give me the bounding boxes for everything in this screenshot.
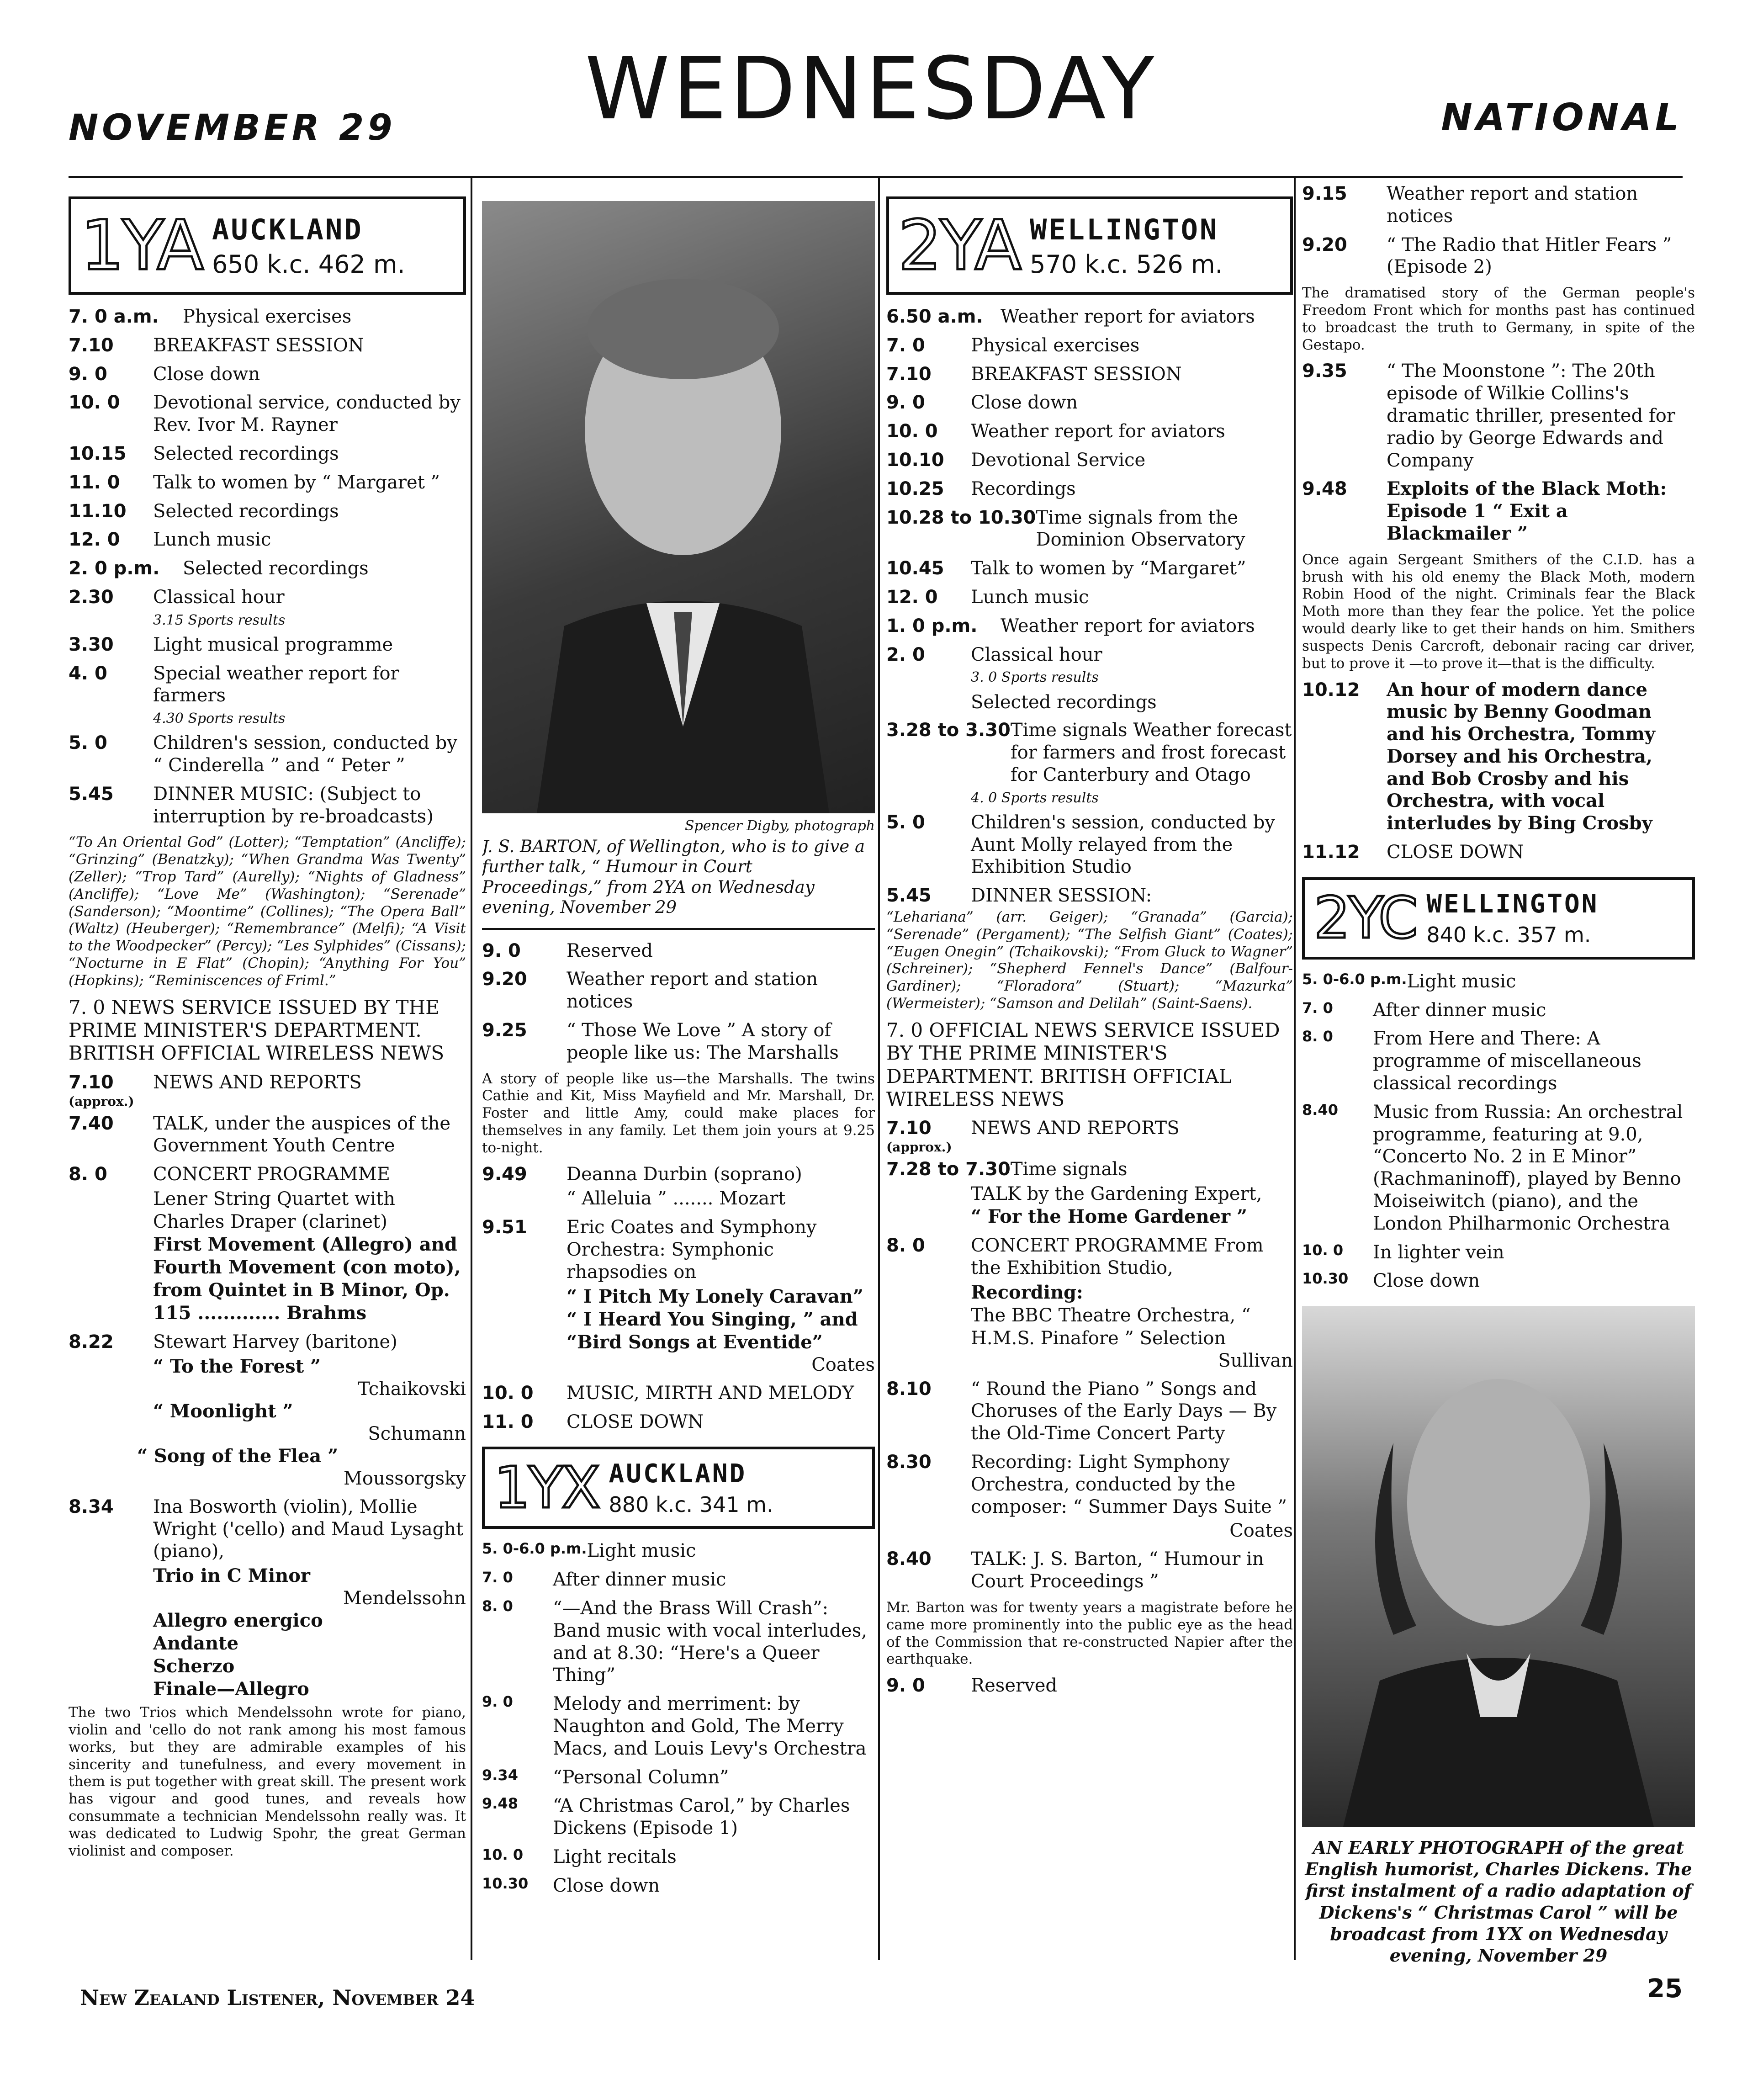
programme-item — [886, 615, 1293, 637]
station-call: 1YX — [494, 1454, 599, 1521]
programme-title: In lighter vein — [1373, 1241, 1504, 1263]
programme-item — [69, 392, 466, 436]
programme-time: 3.30 — [69, 634, 114, 655]
programme-detail: “ For the Home Gardener ” — [971, 1205, 1248, 1227]
programme-item — [69, 529, 466, 551]
page-number: 25 — [1647, 1974, 1683, 2004]
programme-list — [1302, 970, 1695, 1292]
photo-caption: J. S. BARTON, of Wellington, who is to give a further talk, “ Humour in Court Proceedings,” from 2YA on Wednesday evening, November 29 — [482, 837, 865, 917]
programme-item — [482, 1693, 875, 1760]
programme-time: 10. 0 — [482, 1382, 534, 1404]
station-call: 1YA — [80, 206, 202, 286]
programme-title: Light recitals — [553, 1846, 677, 1867]
programme-item — [886, 557, 1293, 580]
programme-title: Physical exercises — [183, 306, 352, 327]
news-service: 7. 0 NEWS SERVICE ISSUED BY THE PRIME MINISTER'S DEPARTMENT. BRITISH OFFICIAL WIRELESS NEWS — [69, 996, 445, 1065]
programme-item — [482, 1019, 875, 1064]
dickens-figure — [1302, 1306, 1695, 1827]
programme-item: 8.34 Ina Bosworth (violin), Mollie Wright ('cello) and Maud Lysaght (piano), — [69, 1496, 464, 1562]
programme-item: 7.40 TALK, under the auspices of the Government Youth Centre — [69, 1113, 451, 1156]
programme-item — [482, 1875, 875, 1897]
programme-time: 1. 0 p.m. — [886, 615, 978, 636]
station-frequency: 650 k.c. 462 m. — [212, 249, 405, 279]
programme-item — [1302, 970, 1695, 993]
programme-item — [69, 334, 466, 357]
programme-detail: TALK by the Gardening Expert, — [971, 1183, 1262, 1204]
programme-item: 8. 0 CONCERT PROGRAMME From the Exhibition Studio, — [886, 1235, 1264, 1278]
programme-time: 11. 0 — [482, 1411, 534, 1432]
dinner-music-list: “Lehariana” (arr. Geiger); “Granada” (Garcia); “Serenade” (Pergament); “The Selfish Giant” (Coates); “Eugen Onegin” (Tchaikovski); “From Gluck to Wagner” (Schreiner); “Shepherd Fennel's Dance” (Balfour-Gardiner); “Floradora” (Stuart); “Mazurka” (Wermeister); “Samson and Delilah” (Saint-Saens). — [886, 908, 1293, 1012]
programme-title: CLOSE DOWN — [567, 1411, 704, 1432]
programme-list — [886, 306, 1293, 666]
programme-item — [482, 1540, 875, 1562]
composer: Coates — [1229, 1520, 1293, 1542]
programme-title: Close down — [153, 363, 260, 385]
song-title: “ Alleluia ” ....... Mozart — [567, 1188, 786, 1209]
programme-title: Light musical programme — [153, 634, 393, 655]
programme-time: 2.30 — [69, 586, 114, 608]
programme-time: 9.20 — [1302, 234, 1347, 255]
programme-item — [482, 1597, 875, 1686]
programme-item — [69, 472, 466, 494]
station-call: 2YC — [1314, 885, 1417, 952]
station-box-1ya — [69, 196, 466, 295]
station-frequency: 570 k.c. 526 m. — [1030, 249, 1223, 279]
programme-title: Weather report for aviators — [1001, 615, 1255, 636]
programme-title: Special weather report for farmers — [153, 663, 399, 706]
programme-list — [482, 1540, 875, 1897]
programme-time: 10. 0 — [886, 421, 938, 442]
programme-time: 9. 0 — [482, 940, 521, 961]
programme-item — [482, 940, 875, 962]
programme-time: 8.40 — [1302, 1101, 1338, 1119]
programme-note: The two Trios which Mendelssohn wrote for piano, violin and 'cello do not rank among his most famous works, but they are admirable examples of his sincerity and tunefulness, and every movement in them is put together with great skill. The present work has vigour and good tunes, and reveals how consummate a technician Mendelssohn really was. It was dedicated to Ludwig Spohr, the great German violinist and composer. — [69, 1704, 466, 1859]
composer: Tchaikovski — [358, 1378, 466, 1400]
programme-item — [69, 363, 466, 386]
programme-title: Reserved — [567, 940, 653, 961]
programme-item — [482, 1795, 875, 1840]
programme-item: 7.28 to 7.30 Time signals — [886, 1159, 1128, 1180]
programme-time: 9.34 — [482, 1766, 518, 1784]
programme-time: 11. 0 — [69, 472, 120, 493]
programme-title: Selected recordings — [153, 443, 339, 464]
programme-item — [886, 420, 1293, 443]
programme-item: 10.12 An hour of modern dance music by Benny Goodman and his Orchestra, Tommy Dorsey and his Orchestra, and Bob Crosby and his Orchestra, with vocal interludes by Bing Crosby — [1302, 679, 1656, 834]
sports-note: 4. 0 Sports results — [971, 790, 1099, 806]
station-city: AUCKLAND — [609, 1458, 747, 1489]
programme-title: Talk to women by “ Margaret ” — [153, 472, 440, 493]
programme-item: 9.48 Exploits of the Black Moth: Episode 1 “ Exit a Blackmailer ” — [1302, 478, 1667, 545]
programme-title: Weather report for aviators — [971, 421, 1225, 442]
programme-note: The dramatised story of the German people's Freedom Front which for months past has continued to broadcast the truth to Germany, in spite of the Gestapo. — [1302, 285, 1695, 353]
programme-time: 5. 0 — [69, 732, 107, 754]
programme-item: 9.49 Deanna Durbin (soprano) — [482, 1163, 802, 1185]
programme-item — [482, 1766, 875, 1789]
programme-work: First Movement (Allegro) and Fourth Movement (con moto), from Quintet in B Minor, Op. 115 ............. Brahms — [153, 1234, 461, 1324]
programme-title: “A Christmas Carol,” by Charles Dickens (Episode 1) — [553, 1795, 850, 1839]
programme-title: Close down — [1373, 1270, 1480, 1292]
programme-time: 6.50 a.m. — [886, 306, 983, 327]
programme-time: 5. 0-6.0 p.m. — [1302, 970, 1407, 988]
programme-detail: The BBC Theatre Orchestra, “ H.M.S. Pinafore ” Selection — [971, 1305, 1251, 1349]
programme-title: Lunch music — [971, 586, 1089, 608]
programme-item — [482, 1846, 875, 1868]
programme-time: 7. 0 — [1302, 999, 1333, 1017]
programme-item — [886, 392, 1293, 414]
programme-title: DINNER MUSIC: (Subject to interruption by re-broadcasts) — [153, 783, 434, 827]
programme-time: 7.10 — [886, 363, 932, 385]
column-1yA — [69, 183, 466, 1974]
programme-time: 8. 0 — [482, 1597, 513, 1615]
programme-title: “Personal Column” — [553, 1766, 729, 1788]
programme-time: 10.15 — [69, 443, 127, 464]
header-network: NATIONAL — [1441, 96, 1683, 139]
programme-title: Weather report and station notices — [567, 969, 818, 1013]
station-city: AUCKLAND — [212, 212, 363, 246]
programme-title: After dinner music — [553, 1569, 726, 1591]
programme-title: Weather report and station notices — [1387, 183, 1638, 227]
composer: Coates — [811, 1354, 875, 1375]
station-city: WELLINGTON — [1426, 889, 1599, 919]
programme-title: From Here and There: A programme of miscellaneous classical recordings — [1373, 1028, 1641, 1094]
programme-item: 8.40 TALK: J. S. Barton, “ Humour in Court Proceedings ” — [886, 1548, 1264, 1592]
programme-title: Lunch music — [153, 529, 271, 551]
song-title: “ Moonlight ” — [153, 1400, 293, 1422]
programme-item — [886, 644, 1293, 666]
programme-time: 10. 0 — [1302, 1241, 1344, 1259]
programme-item — [886, 507, 1293, 552]
programme-title: Devotional service, conducted by Rev. Ivor M. Rayner — [153, 392, 461, 436]
programme-item — [886, 586, 1293, 609]
programme-item — [69, 663, 466, 707]
programme-title: Devotional Service — [971, 449, 1146, 471]
programme-title: “ The Radio that Hitler Fears ” (Episode 2) — [1387, 234, 1672, 278]
portrait-photo — [482, 201, 875, 813]
programme-time: 10.28 to 10.30 — [886, 507, 1036, 528]
composer: Moussorgsky — [343, 1468, 466, 1489]
programme-time: 7. 0 a.m. — [69, 306, 159, 327]
programme-item: 5. 0 Children's session, conducted by Aunt Molly relayed from the Exhibition Studio — [886, 811, 1275, 878]
station-city: WELLINGTON — [1030, 212, 1219, 246]
programme-title: Selected recordings — [153, 500, 339, 522]
sports-note: 4.30 Sports results — [153, 711, 286, 727]
composer: Schumann — [368, 1423, 466, 1444]
programme-time: 5. 0-6.0 p.m. — [482, 1540, 587, 1558]
programme-item — [69, 586, 466, 609]
programme-item — [482, 1411, 875, 1433]
programme-time: 4. 0 — [69, 663, 107, 684]
programme-title: BREAKFAST SESSION — [971, 363, 1182, 385]
programme-item — [886, 306, 1293, 328]
programme-title: Melody and merriment: by Naughton and Gold, The Merry Macs, and Louis Levy's Orchestra — [553, 1693, 867, 1759]
programme-detail: Recording: — [971, 1281, 1083, 1303]
programme-item — [1302, 1241, 1695, 1264]
column-2 — [482, 183, 875, 1974]
programme-item: 5.45 DINNER SESSION: — [886, 885, 1152, 907]
programme-list — [482, 940, 875, 1064]
programme-title: Talk to women by “Margaret” — [971, 558, 1246, 579]
footer-masthead: New Zealand Listener, November 24 — [80, 1985, 475, 2010]
programme-item: 7.10 NEWS AND REPORTS — [69, 1071, 362, 1093]
programme-title: Music from Russia: An orchestral programme, featuring at 9.0, “Concerto No. 2 in E Minor” (Rachmaninoff), played by Benno Moiseiwitch (piano), and the London Philharmonic Orchestra — [1373, 1101, 1683, 1234]
programme-item: 3.28 to 3.30 Time signals Weather forecast for farmers and frost forecast for Canterbury and Otago — [886, 720, 1292, 785]
header-day: WEDNESDAY — [585, 39, 1157, 139]
programme-time: 12. 0 — [886, 586, 938, 608]
programme-item: 8.30 Recording: Light Symphony Orchestra, conducted by the composer: “ Summer Days Suite ” — [886, 1451, 1287, 1517]
programme-item — [69, 500, 466, 523]
header-date: NOVEMBER 29 — [69, 107, 396, 148]
song-title: “ I Pitch My Lonely Caravan” — [567, 1285, 863, 1307]
movement: Finale—Allegro — [153, 1678, 309, 1700]
sports-note: 3.15 Sports results — [153, 612, 286, 628]
programme-item: 9. 0 Reserved — [886, 1675, 1057, 1697]
programme-title: MUSIC, MIRTH AND MELODY — [567, 1382, 854, 1404]
programme-time: 10.45 — [886, 558, 944, 579]
programme-item — [482, 1382, 875, 1405]
programme-item — [1302, 1028, 1695, 1094]
programme-time: 7. 0 — [886, 334, 925, 356]
column-4 — [1302, 183, 1695, 1974]
programme-detail: Selected recordings — [971, 692, 1157, 713]
programme-time: 8. 0 — [1302, 1028, 1333, 1045]
column-divider — [878, 178, 880, 1960]
programme-title: Classical hour — [971, 644, 1102, 665]
programme-title: Selected recordings — [183, 558, 369, 579]
programme-note: Once again Sergeant Smithers of the C.I.D. has a brush with his old enemy the Black Moth, modern Robin Hood of the night. Criminals fear the Black Moth more than they fear the police. Yet the police would dearly like to get their hands on him. Smithers suspects Denis Carcroft, debonair racing car driver, but to prove it —to prove it—that is the difficulty. — [1302, 551, 1695, 672]
dickens-photo — [1302, 1306, 1695, 1827]
programme-item — [1302, 999, 1695, 1022]
programme-title: Physical exercises — [971, 334, 1140, 356]
station-box-1yx — [482, 1447, 875, 1529]
programme-time: 7.10 — [69, 334, 114, 356]
programme-time: 9. 0 — [886, 392, 925, 414]
programme-item: 8.22 Stewart Harvey (baritone) — [69, 1331, 397, 1353]
song-title: “ I Heard You Singing, ” and — [567, 1308, 858, 1330]
dinner-music-list: “To An Oriental God” (Lotter); “Temptation” (Ancliffe); “Grinzing” (Benatzky); “When Grandma Was Twenty” (Zeller); “Trop Tard” (Aurelly); “Nights of Gladness” (Ancliffe); “Love Me” (Washington); “Serenade” (Sanderson); “Moontime” (Collines); “The Opera Ball” (Waltz) (Heuberger); “Remembrance” (Melfi); “A Visit to the Woodpecker” (Percy); “Les Sylphides” (Cissans); “Nocturne in E Flat” (Chopin); “Anything For You” (Hopkins); “Reminiscences of Friml.” — [69, 834, 466, 989]
programme-item — [69, 306, 466, 328]
programme-item — [1302, 1270, 1695, 1292]
programme-item: 8. 0 CONCERT PROGRAMME — [69, 1164, 390, 1185]
programme-time: 5.45 — [69, 783, 114, 805]
programme-title: “ Those We Love ” A story of people like us: The Marshalls — [567, 1019, 839, 1063]
movement: Allegro energico — [153, 1610, 323, 1632]
programme-title: Time signals from the Dominion Observatory — [1036, 507, 1245, 551]
song-title: “Bird Songs at Eventide” — [567, 1331, 823, 1353]
programme-time: 10. 0 — [482, 1845, 524, 1863]
programme-time: 9. 0 — [69, 363, 107, 385]
composer: Mendelssohn — [343, 1588, 466, 1609]
programme-time: 9.20 — [482, 969, 527, 990]
programme-item — [1302, 183, 1695, 228]
song-title: “ Song of the Flea ” — [137, 1445, 339, 1467]
programme-item — [1302, 234, 1695, 279]
programme-item — [1302, 1101, 1695, 1235]
programme-title: Children's session, conducted by “ Cinderella ” and “ Peter ” — [153, 732, 457, 776]
programme-title: BREAKFAST SESSION — [153, 334, 364, 356]
programme-time: 9.15 — [1302, 183, 1347, 204]
news-service: 7. 0 OFFICIAL NEWS SERVICE ISSUED BY THE PRIME MINISTER'S DEPARTMENT. BRITISH OFFICIAL WIRELESS NEWS — [886, 1018, 1280, 1110]
programme-time: 9.48 — [482, 1795, 518, 1813]
station-frequency: 840 k.c. 357 m. — [1426, 923, 1591, 948]
programme-note: Mr. Barton was for twenty years a magistrate before he came more prominently into the public eye as the head of the Commission that re-constructed Napier after the earthquake. — [886, 1599, 1293, 1668]
programme-work: Trio in C Minor — [153, 1565, 311, 1587]
programme-detail: Lener String Quartet with Charles Draper (clarinet) — [153, 1188, 395, 1233]
programme-list — [69, 732, 466, 827]
programme-title: Close down — [553, 1875, 660, 1896]
programme-time: 11.10 — [69, 500, 127, 522]
programme-time: 2. 0 p.m. — [69, 558, 160, 579]
programme-item: 9.51 Eric Coates and Symphony Orchestra: Symphonic rhapsodies on — [482, 1217, 817, 1283]
photo-caption: AN EARLY PHOTOGRAPH of the great English humorist, Charles Dickens. The first instalment of a radio adaptation of Dickens's “ Christmas Carol ” will be broadcast from 1YX on Wednesday evening, November 29 — [1305, 1837, 1692, 1966]
movement: Andante — [153, 1633, 239, 1655]
programme-item — [886, 478, 1293, 500]
programme-time: 9.25 — [482, 1019, 527, 1041]
programme-title: Recordings — [971, 478, 1076, 499]
song-title: “ To the Forest ” — [153, 1355, 321, 1377]
programme-item — [69, 443, 466, 465]
programme-item — [482, 1569, 875, 1591]
programme-item — [886, 334, 1293, 357]
header-rule — [69, 176, 1683, 178]
programme-list — [69, 306, 466, 609]
programme-time: 9. 0 — [482, 1693, 513, 1711]
programme-time: 2. 0 — [886, 644, 925, 665]
station-box-2yc — [1302, 877, 1695, 960]
programme-title: After dinner music — [1373, 999, 1546, 1021]
programme-time: 12. 0 — [69, 529, 120, 551]
programme-time: 10. 0 — [69, 392, 120, 414]
portrait-figure — [482, 201, 875, 813]
approx-note: (approx.) — [69, 1093, 134, 1109]
station-call: 2YA — [898, 206, 1020, 286]
programme-item — [886, 363, 1293, 386]
programme-item — [69, 634, 466, 656]
column-divider — [471, 178, 472, 1960]
programme-time: 10.30 — [482, 1874, 529, 1892]
programme-list — [1302, 183, 1695, 278]
programme-title: Light music — [587, 1540, 696, 1562]
programme-item — [886, 449, 1293, 472]
programme-item — [69, 783, 466, 828]
programme-item — [69, 732, 466, 777]
divider — [482, 928, 875, 930]
programme-title: Light music — [1407, 970, 1516, 992]
station-frequency: 880 k.c. 341 m. — [609, 1492, 773, 1517]
composer: Sullivan — [1218, 1350, 1293, 1371]
movement: Scherzo — [153, 1655, 235, 1677]
programme-item: 7.10 NEWS AND REPORTS — [886, 1118, 1180, 1139]
station-box-2ya — [886, 196, 1293, 295]
photo-credit: Spencer Digby, photograph — [684, 818, 875, 834]
programme-item: 11.12 CLOSE DOWN — [1302, 842, 1524, 863]
programme-title: Weather report for aviators — [1001, 306, 1255, 327]
programme-list — [69, 634, 466, 707]
sports-note: 3. 0 Sports results — [971, 669, 1099, 686]
programme-title: Classical hour — [153, 586, 285, 608]
programme-title: “—And the Brass Will Crash”: Band music with vocal interludes, and at 8.30: “Here's a Queer Thing” — [553, 1597, 867, 1686]
programme-item — [482, 968, 875, 1013]
column-2ya — [886, 183, 1293, 1974]
programme-time: 10.25 — [886, 478, 944, 499]
programme-note: A story of people like us—the Marshalls. The twins Cathie and Kit, Miss Mayfield and Mr. Marshall, Dr. Foster and little Amy, could make places for themselves in any family. Let them join yours at 9.25 to-night. — [482, 1070, 875, 1156]
programme-time: 7. 0 — [482, 1569, 513, 1586]
programme-item: 9.35 “ The Moonstone ”: The 20th episode of Wilkie Collins's dramatic thriller, presented for radio by George Edwards and Company — [1302, 361, 1675, 471]
programme-time: 10.10 — [886, 449, 944, 471]
programme-list — [482, 1382, 875, 1433]
approx-note: (approx.) — [886, 1140, 952, 1155]
programme-item: 8.10 “ Round the Piano ” Songs and Choruses of the Early Days — By the Old-Time Concert Party — [886, 1378, 1277, 1444]
programme-title: Close down — [971, 392, 1078, 414]
column-divider — [1294, 178, 1296, 1960]
programme-item — [69, 557, 466, 580]
programme-time: 10.30 — [1302, 1270, 1349, 1288]
